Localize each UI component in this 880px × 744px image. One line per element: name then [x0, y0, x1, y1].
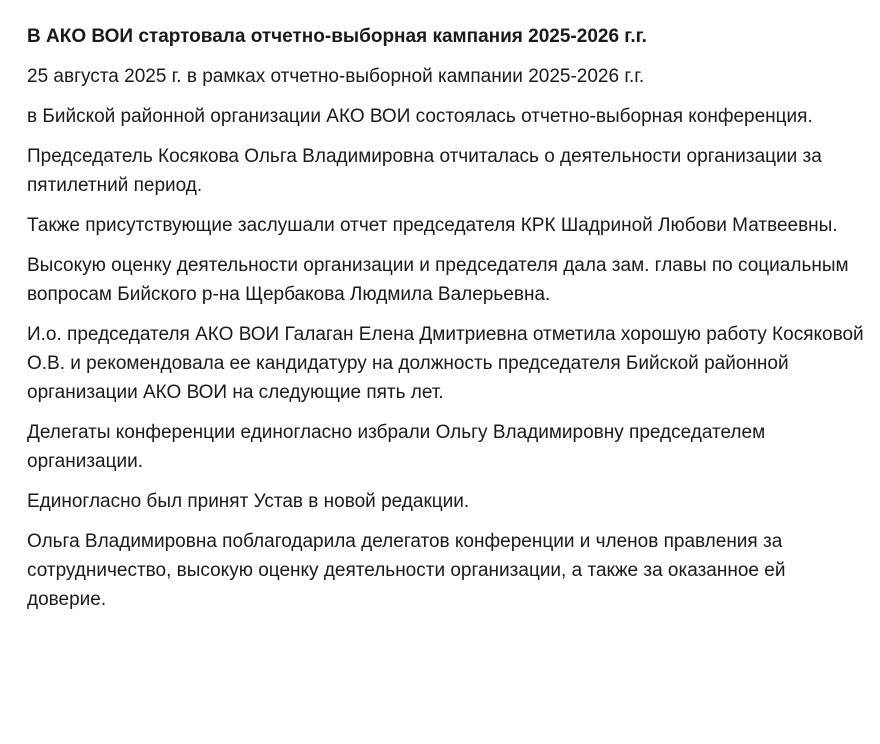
article-paragraph: Делегаты конференции единогласно избрали Ольгу Владимировну председателем организации.: [27, 422, 766, 472]
article-paragraph: Единогласно был принят Устав в новой редакции.: [27, 491, 470, 512]
article-paragraph: Также присутствующие заслушали отчет председателя КРК Шадриной Любови Матвеевны.: [27, 215, 838, 236]
article-paragraph: в Бийской районной организации АКО ВОИ состоялась отчетно-выборная конференция.: [27, 106, 813, 127]
article-paragraph: 25 августа 2025 г. в рамках отчетно-выборной кампании 2025-2026 г.г.: [27, 66, 645, 87]
news-article: [27, 22, 867, 625]
article-title: В АКО ВОИ стартовала отчетно-выборная кампания 2025-2026 г.г.: [27, 26, 647, 47]
article-paragraph: И.о. председателя АКО ВОИ Галаган Елена Дмитриевна отметила хорошую работу Косяковой О.В. и рекомендовала ее кандидатуру на должность председателя Бийской районной организации АКО ВОИ на следующие пять лет.: [27, 324, 864, 403]
article-paragraph: Председатель Косякова Ольга Владимировна отчиталась о деятельности организации за пятилетний период.: [27, 146, 822, 196]
article-paragraph: Ольга Владимировна поблагодарила делегатов конференции и членов правления за сотрудничество, высокую оценку деятельности организации, а также за оказанное ей доверие.: [27, 531, 786, 610]
article-paragraph: Высокую оценку деятельности организации и председателя дала зам. главы по социальным вопросам Бийского р-на Щербакова Людмила Валерьевна.: [27, 255, 849, 305]
